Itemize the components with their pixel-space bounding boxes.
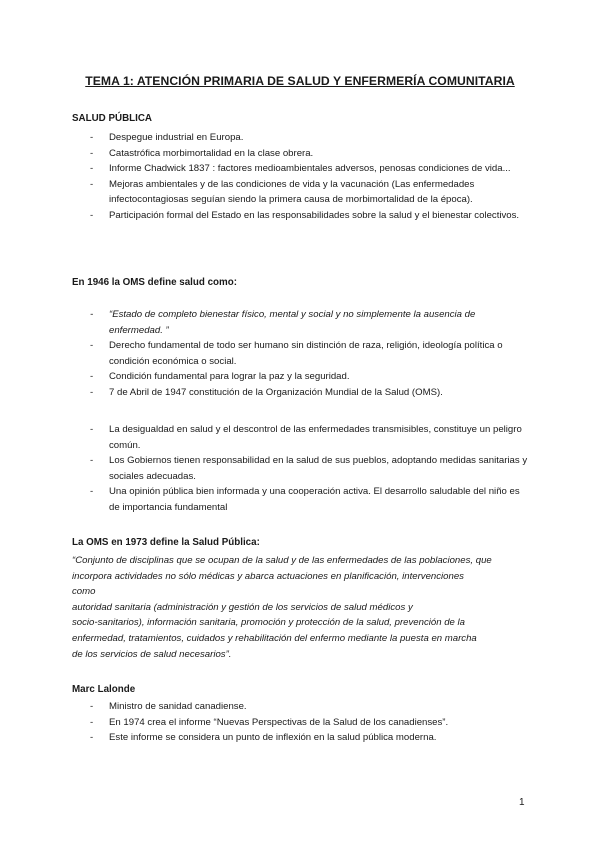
list-item: - Los Gobiernos tienen responsabilidad en la salud de sus pueblos, adoptando medidas sanitarias y sociales adecuadas. [109, 453, 529, 484]
list-item: - Condición fundamental para lograr la paz y la seguridad. [109, 369, 529, 385]
list-item: - Informe Chadwick 1837 : factores medioambientales adversos, penosas condiciones de vida... [109, 161, 529, 177]
lalonde-heading: Marc Lalonde [72, 684, 136, 695]
oms-1946-heading: En 1946 la OMS define salud como: [72, 277, 237, 288]
definition-line: “Conjunto de disciplinas que se ocupan de la salud y de las enfermedades de las poblaciones, que [72, 555, 492, 566]
document-title: TEMA 1: ATENCIÓN PRIMARIA DE SALUD Y ENFERMERÍA COMUNITARIA [85, 74, 515, 88]
oms-1973-definition [72, 553, 532, 662]
list-item: - Ministro de sanidad canadiense. [109, 699, 529, 715]
list-item: - Mejoras ambientales y de las condiciones de vida y la vacunación (Las enfermedades infectocontagiosas seguían siendo la primera causa de morbimortalidad de la época). [109, 177, 529, 208]
oms-1946-list [0, 307, 503, 401]
list-item: - 7 de Abril de 1947 constitución de la Organización Mundial de la Salud (OMS). [109, 385, 529, 401]
lalonde-list [0, 699, 449, 746]
definition-line: socio-sanitarios), información sanitaria, promoción y protección de la salud, prevención de la [72, 617, 466, 629]
definition-line: enfermedad, tratamientos, cuidados y rehabilitación del enfermo mediante la puesta en marcha [72, 632, 477, 644]
list-item: - Participación formal del Estado en las responsabilidades sobre la salud y el bienestar colectivos. [109, 208, 529, 224]
list-item: - En 1974 crea el informe “Nuevas Perspectivas de la Salud de los canadienses”. [109, 715, 529, 731]
page-number: 1 [519, 797, 525, 808]
definition-line: autoridad sanitaria (administración y gestión de los servicios de salud médicos y [72, 601, 413, 613]
list-item: - Este informe se considera un punto de inflexión en la salud pública moderna. [109, 730, 529, 746]
salud-publica-list [0, 130, 520, 224]
salud-publica-heading: SALUD PÚBLICA [72, 113, 153, 124]
list-item: - Una opinión pública bien informada y una cooperación activa. El desarrollo saludable del niño es de importancia fundamental [109, 484, 529, 515]
definition-line: incorpora actividades no sólo médicas y abarca actuaciones en planificación, intervenciones [72, 570, 464, 582]
list-item: - Despegue industrial en Europa. [109, 130, 529, 146]
list-item: - La desigualdad en salud y el descontrol de las enfermedades transmisibles, constituye un peligro común. [109, 422, 529, 453]
oms-1946-list-2 [0, 422, 528, 516]
oms-1973-heading: La OMS en 1973 define la Salud Pública: [72, 537, 260, 548]
list-item: - Catastrófica morbimortalidad en la clase obrera. [109, 146, 529, 162]
definition-line: como [72, 586, 96, 598]
list-item: - “Estado de completo bienestar físico, mental y social y no simplemente la ausencia de enfermedad. ” [109, 307, 529, 338]
definition-line: de los servicios de salud necesarios”. [72, 648, 232, 660]
list-item: - Derecho fundamental de todo ser humano sin distinción de raza, religión, ideología política o condición económica o social. [109, 338, 529, 369]
